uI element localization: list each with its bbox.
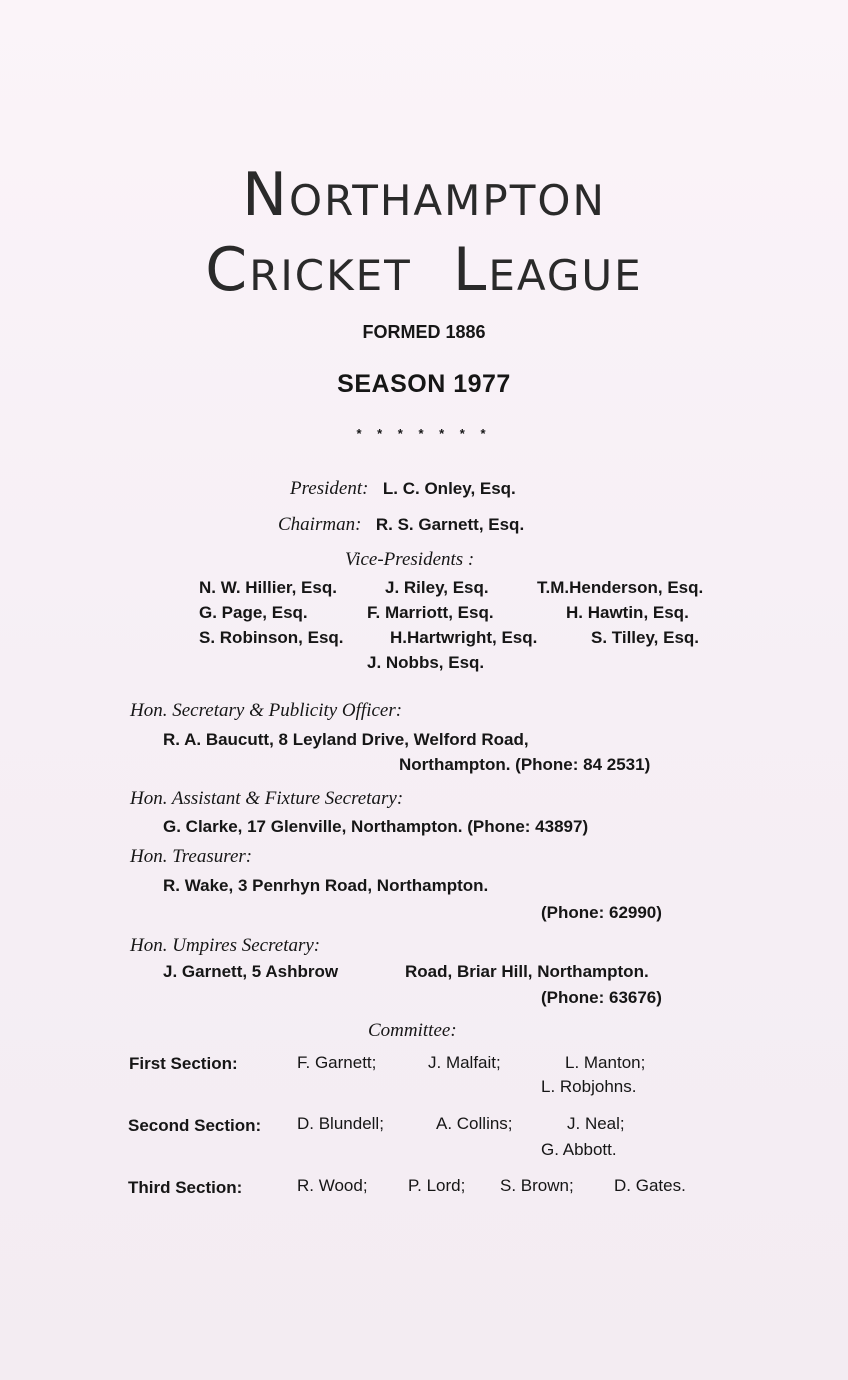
second-section-label: Second Section: xyxy=(128,1116,262,1135)
title-line-1: Northampton xyxy=(242,160,606,230)
vp-5: F. Marriott, Esq. xyxy=(367,603,494,622)
chairman-line xyxy=(278,514,524,536)
vp-1: N. W. Hillier, Esq. xyxy=(199,578,337,597)
secretary-address-1: R. A. Baucutt, 8 Leyland Drive, Welford Road, xyxy=(163,730,529,749)
third-section-member-2: P. Lord; xyxy=(408,1176,466,1195)
vp-2: J. Riley, Esq. xyxy=(385,578,489,597)
president-line xyxy=(290,478,516,500)
umpires-secretary-phone: (Phone: 63676) xyxy=(541,988,662,1007)
fixture-secretary-label: Hon. Assistant & Fixture Secretary: xyxy=(130,788,404,809)
second-section-member-3: J. Neal; xyxy=(567,1114,625,1133)
umpires-secretary-address: Road, Briar Hill, Northampton. xyxy=(405,962,649,981)
first-section-member-1: F. Garnett; xyxy=(297,1053,377,1072)
third-section-member-1: R. Wood; xyxy=(297,1176,368,1195)
first-section-member-3: L. Manton; xyxy=(565,1053,646,1072)
vp-8: H.Hartwright, Esq. xyxy=(390,628,538,647)
third-section-member-3: S. Brown; xyxy=(500,1176,574,1195)
chairman-name: R. S. Garnett, Esq. xyxy=(375,515,525,534)
treasurer-label: Hon. Treasurer: xyxy=(130,846,253,867)
secretary-label: Hon. Secretary & Publicity Officer: xyxy=(130,700,403,721)
vp-4: G. Page, Esq. xyxy=(199,603,308,622)
vp-9: S. Tilley, Esq. xyxy=(591,628,700,647)
vp-7: S. Robinson, Esq. xyxy=(199,628,344,647)
third-section-label: Third Section: xyxy=(128,1178,243,1197)
secretary-address-2: Northampton. (Phone: 84 2531) xyxy=(399,755,651,774)
committee-label: Committee: xyxy=(368,1020,457,1041)
third-section-member-4: D. Gates. xyxy=(614,1176,686,1195)
season-year: SEASON 1977 xyxy=(337,370,511,398)
treasurer-phone: (Phone: 62990) xyxy=(541,903,662,922)
umpires-secretary-label: Hon. Umpires Secretary: xyxy=(130,935,321,956)
title-line-2: Cricket League xyxy=(205,235,643,305)
second-section-member-4: G. Abbott. xyxy=(541,1140,617,1159)
first-section-member-2: J. Malfait; xyxy=(428,1053,501,1072)
umpires-secretary-name: J. Garnett, 5 Ashbrow xyxy=(163,962,339,981)
first-section-member-4: L. Robjohns. xyxy=(541,1077,637,1096)
second-section-member-2: A. Collins; xyxy=(436,1114,513,1133)
vice-presidents-label: Vice-Presidents : xyxy=(345,549,475,570)
first-section-label: First Section: xyxy=(129,1054,238,1073)
star-divider: * * * * * * * xyxy=(356,426,492,441)
president-name: L. C. Onley, Esq. xyxy=(382,479,516,498)
treasurer-address: R. Wake, 3 Penrhyn Road, Northampton. xyxy=(163,876,489,895)
vp-6: H. Hawtin, Esq. xyxy=(566,603,689,622)
chairman-label: Chairman: xyxy=(278,514,362,535)
vp-10: J. Nobbs, Esq. xyxy=(367,653,485,672)
vp-3: T.M.Henderson, Esq. xyxy=(537,578,704,597)
formed-year: FORMED 1886 xyxy=(362,322,486,342)
fixture-secretary-address: G. Clarke, 17 Glenville, Northampton. (Phone: 43897) xyxy=(163,817,589,836)
president-label: President: xyxy=(290,478,369,499)
second-section-member-1: D. Blundell; xyxy=(297,1114,384,1133)
